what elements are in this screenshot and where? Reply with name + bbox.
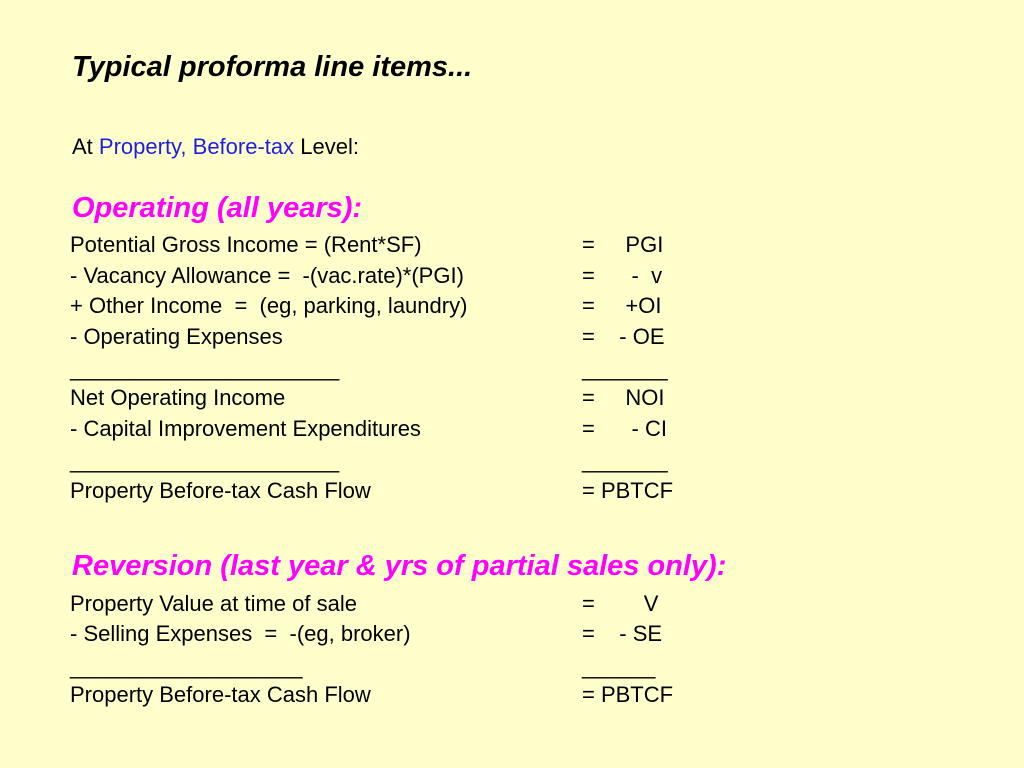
operating-row (70, 476, 970, 506)
row-result: = PBTCF (582, 478, 674, 503)
row-label: - Operating Expenses (70, 324, 283, 349)
divider-line: ___________________ (70, 654, 303, 679)
divider-line: ______________________ (70, 448, 340, 473)
reversion-heading: Reversion (last year & yrs of partial sales only): (72, 550, 727, 582)
row-label: Net Operating Income (70, 385, 286, 410)
row-label: - Vacancy Allowance = -(vac.rate)*(PGI) (70, 263, 464, 288)
row-label: - Capital Improvement Expenditures (70, 416, 421, 441)
row-label: + Other Income = (eg, parking, laundry) (70, 293, 468, 318)
row-result: = NOI (582, 385, 665, 410)
divider-line: _______ (582, 356, 668, 381)
subtitle-suffix: Level: (294, 134, 359, 159)
slide-title: Typical proforma line items... (72, 51, 473, 83)
reversion-row (70, 589, 970, 619)
divider-line: ______________________ (70, 356, 340, 381)
operating-row (70, 383, 970, 413)
divider-row (70, 446, 970, 476)
row-label: Potential Gross Income = (Rent*SF) (70, 232, 422, 257)
reversion-row (70, 680, 970, 710)
row-result: = PBTCF (582, 682, 674, 707)
row-result: = V (582, 591, 659, 616)
row-result: = - SE (582, 621, 663, 646)
row-result: = - CI (582, 416, 667, 441)
row-result: = - OE (582, 324, 665, 349)
operating-row (70, 414, 970, 444)
reversion-row (70, 619, 970, 649)
row-result: = +OI (582, 293, 662, 318)
row-label: Property Before-tax Cash Flow (70, 682, 371, 707)
operating-row (70, 322, 970, 352)
divider-line: ______ (582, 654, 656, 679)
operating-row (70, 261, 970, 291)
level-subtitle (72, 134, 359, 160)
operating-row (70, 230, 970, 260)
row-result: = PGI (582, 232, 664, 257)
subtitle-highlight: Property, Before-tax (98, 134, 295, 159)
subtitle-prefix: At (72, 134, 99, 159)
divider-row (70, 354, 970, 384)
divider-row (70, 652, 970, 682)
operating-row (70, 291, 970, 321)
operating-heading: Operating (all years): (72, 192, 363, 224)
row-result: = - v (582, 263, 663, 288)
divider-line: _______ (582, 448, 668, 473)
row-label: - Selling Expenses = -(eg, broker) (70, 621, 411, 646)
row-label: Property Value at time of sale (70, 591, 357, 616)
row-label: Property Before-tax Cash Flow (70, 478, 371, 503)
